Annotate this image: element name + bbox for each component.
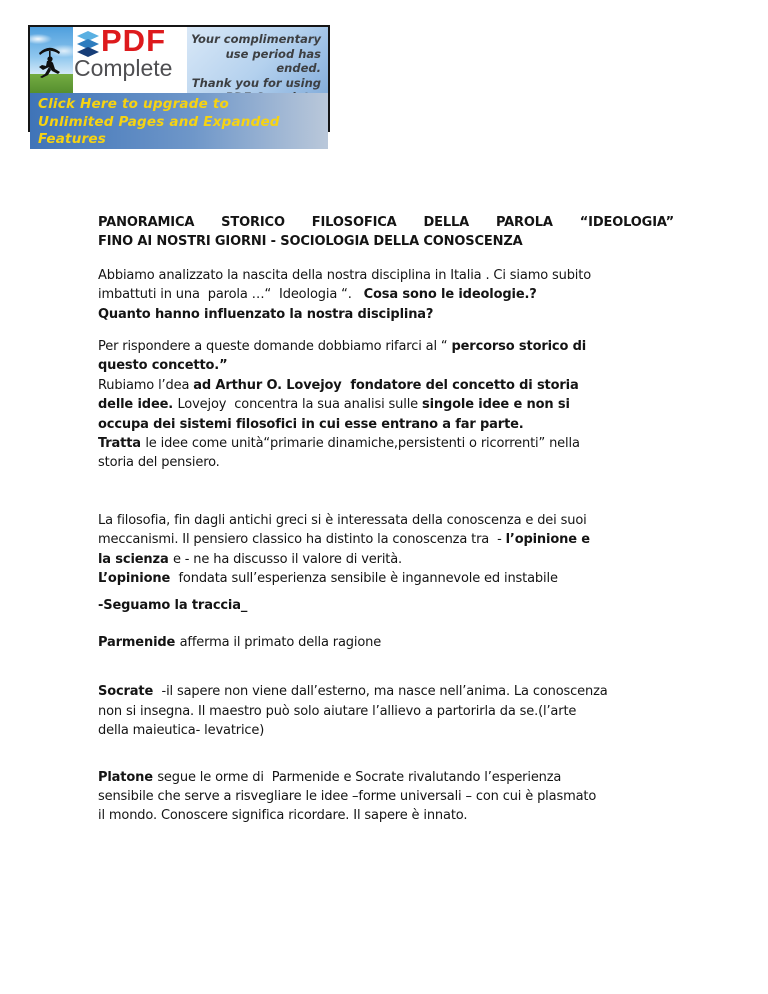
text-line	[98, 702, 674, 721]
paragraph-parmenide	[98, 633, 674, 652]
text-run: La filosofia, fin dagli antichi greci si è interessata della conoscenza e dei suoi	[98, 512, 587, 528]
pdf-complete-banner[interactable]	[28, 23, 330, 147]
paragraph-filosofia	[98, 511, 674, 589]
bold-text-run: PANORAMICA STORICO FILOSOFICA DELLA PAROLA “IDEOLOGIA”	[98, 215, 674, 230]
text-line	[98, 376, 674, 395]
bold-text-run: ad Arthur O. Lovejoy fondatore del concetto di storia	[193, 377, 579, 393]
bold-text-run: la scienza	[98, 551, 173, 567]
text-line	[98, 232, 674, 251]
complete-logo-text: Complete	[74, 55, 173, 81]
text-line	[98, 682, 674, 701]
text-line	[98, 721, 674, 740]
paragraph-intro	[98, 266, 674, 324]
cta-line-1[interactable]: Click Here to upgrade to	[38, 96, 229, 112]
document-body	[98, 213, 674, 826]
trial-message-line: use period has ended.	[225, 46, 321, 76]
text-line	[98, 453, 674, 472]
trial-message	[187, 27, 328, 93]
banner-top-row	[30, 23, 328, 93]
text-run: e - ne ha discusso il valore di verità.	[172, 551, 403, 567]
text-line	[98, 415, 674, 434]
text-run: -il sapere non viene dall’esterno, ma nasce nell’anima. La conoscenza	[157, 684, 608, 700]
bold-text-run: Platone	[98, 769, 158, 785]
cta-line-2[interactable]: Unlimited Pages and Expanded Features	[38, 113, 280, 147]
text-line	[98, 395, 674, 414]
text-line	[98, 285, 674, 304]
bold-text-run: percorso storico di	[451, 339, 587, 355]
text-run: Per rispondere a queste domande dobbiamo rifarci al “	[98, 339, 452, 355]
text-line	[98, 305, 674, 324]
trial-message-line: Your complimentary	[191, 32, 321, 46]
upgrade-cta-bar[interactable]	[30, 93, 328, 149]
text-run: imbattuti in una parola …“ Ideologia “.	[98, 287, 364, 303]
text-run: le idee come unità“primarie dinamiche,persistenti o ricorrenti” nella	[145, 436, 580, 452]
paragraph-platone	[98, 768, 674, 826]
paragraph-traccia	[98, 596, 674, 615]
text-line	[98, 633, 674, 652]
bold-text-run: questo concetto.”	[98, 358, 228, 374]
text-run: sensibile che serve a risvegliare le idee –forme universali – con cui è plasmato	[98, 788, 597, 804]
text-line	[98, 768, 674, 787]
bold-text-run: Parmenide	[98, 634, 180, 650]
text-line	[98, 511, 674, 530]
bold-text-run: Quanto hanno influenzato la nostra disciplina?	[98, 306, 434, 322]
text-run: della maieutica- levatrice)	[98, 723, 265, 739]
pdf-logo-text: PDF	[101, 23, 166, 58]
text-run: non si insegna. Il maestro può solo aiutare l’allievo a partorirla da se.(l’arte	[98, 703, 577, 719]
bold-text-run: -Seguamo la traccia_	[98, 597, 248, 613]
text-line	[98, 434, 674, 453]
text-line	[98, 530, 674, 549]
pdf-complete-logo	[73, 23, 187, 93]
text-line	[98, 550, 674, 569]
text-run: Rubiamo l’dea	[98, 377, 194, 393]
text-line	[98, 213, 674, 232]
text-line	[98, 266, 674, 285]
bold-text-run: FINO AI NOSTRI GIORNI - SOCIOLOGIA DELLA CONOSCENZA	[98, 234, 523, 250]
text-run: storia del pensiero.	[98, 455, 220, 471]
bold-text-run: Socrate	[98, 684, 158, 700]
text-run: meccanismi. Il pensiero classico ha distinto la conoscenza tra -	[98, 532, 506, 548]
text-run: segue le orme di Parmenide e Socrate rivalutando l’esperienza	[157, 769, 562, 785]
text-run: afferma il primato della ragione	[179, 634, 382, 650]
text-line	[98, 356, 674, 375]
bold-text-run: l’opinione e	[505, 532, 590, 548]
bold-text-run: Cosa sono le ideologie.?	[363, 287, 537, 303]
text-line	[98, 569, 674, 588]
landscape-photo	[30, 27, 73, 93]
bold-text-run: Tratta	[98, 436, 146, 452]
bold-text-run: delle idee.	[98, 397, 178, 413]
text-run: Abbiamo analizzato la nascita della nostra disciplina in Italia . Ci siamo subito	[98, 267, 592, 283]
text-line	[98, 337, 674, 356]
paragraph-title	[98, 213, 674, 252]
paragraph-lovejoy	[98, 337, 674, 473]
bold-text-run: occupa dei sistemi filosofici in cui esse entrano a far parte.	[98, 416, 524, 432]
text-run: fondata sull’esperienza sensibile è ingannevole ed instabile	[174, 571, 558, 587]
text-run: il mondo. Conoscere significa ricordare. Il sapere è innato.	[98, 808, 468, 824]
text-run: Lovejoy concentra la sua analisi sulle	[177, 397, 422, 413]
text-line	[98, 806, 674, 825]
trial-message-line: Thank you for using	[191, 75, 321, 90]
bold-text-run: L’opinione	[98, 571, 175, 587]
bold-text-run: singole idee e non si	[422, 397, 570, 413]
leaping-figure-icon	[33, 43, 69, 81]
text-line	[98, 596, 674, 615]
text-line	[98, 787, 674, 806]
paragraph-socrate	[98, 682, 674, 740]
